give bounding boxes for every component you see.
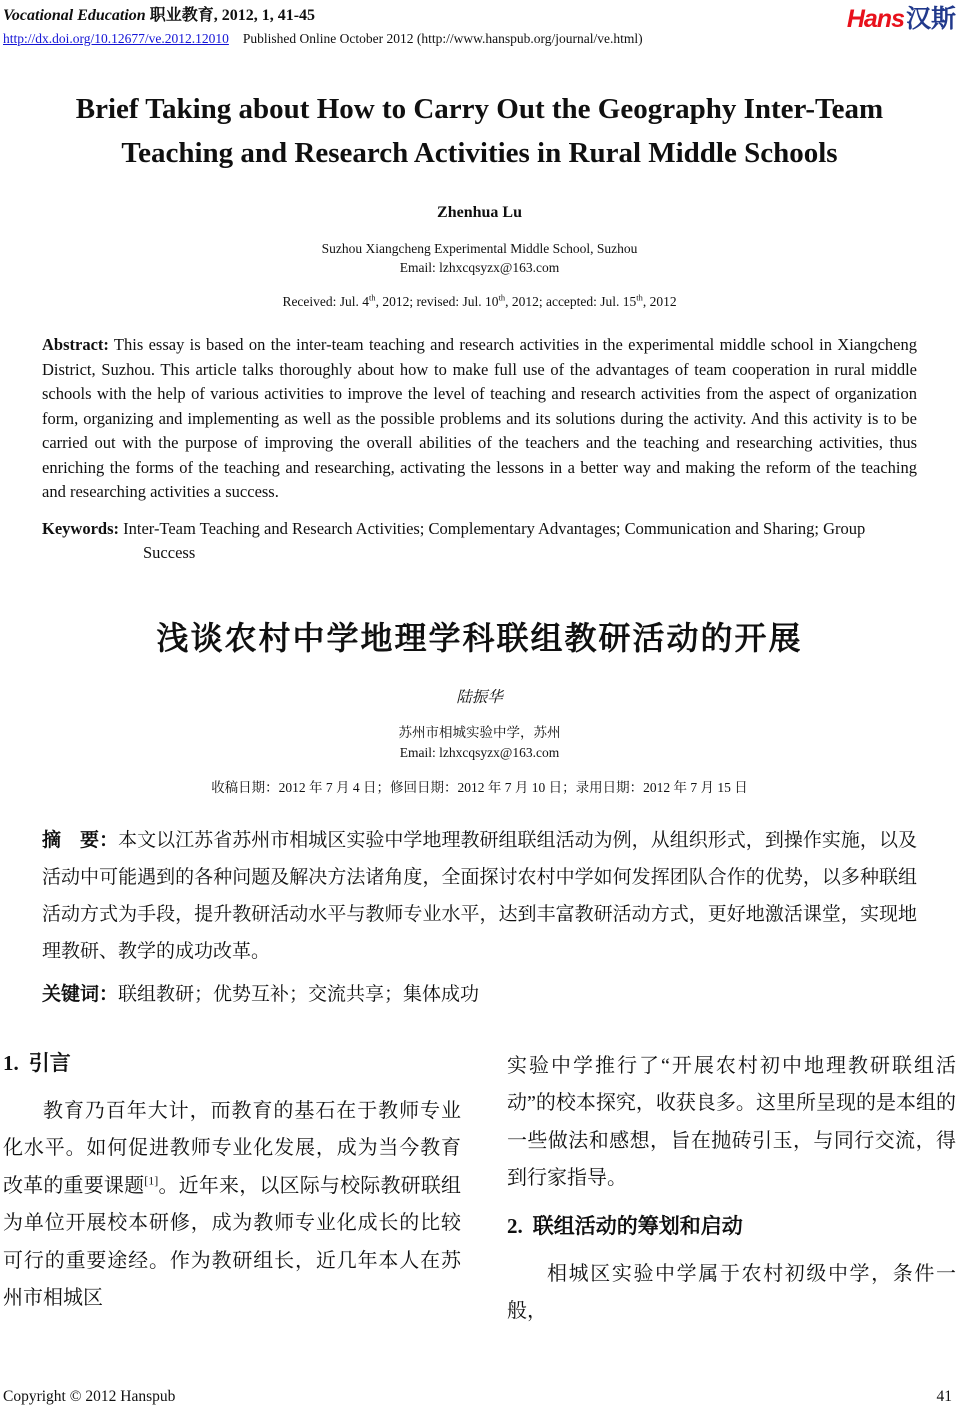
received-dates-english bbox=[3, 292, 956, 311]
keywords-chinese bbox=[42, 980, 917, 1010]
reference-1-marker: [1] bbox=[144, 1172, 159, 1187]
paper-title-english: Brief Taking about How to Carry Out the Geography Inter-Team Teaching and Research Activities in Rural Middle Schools bbox=[75, 93, 884, 169]
affiliation-line: Suzhou Xiangcheng Experimental Middle School, Suzhou bbox=[321, 241, 638, 256]
published-note: Published Online October 2012 (http://www.hanspub.org/journal/ve.html) bbox=[242, 31, 643, 46]
right-column bbox=[507, 1048, 956, 1331]
section-1-paragraph bbox=[3, 1093, 461, 1318]
affiliation-line-chinese: 苏州市相城实验中学，苏州 bbox=[398, 724, 561, 740]
affiliation-english bbox=[3, 239, 956, 277]
email-line-chinese: Email: lzhxcqsyzx@163.com bbox=[399, 744, 560, 760]
keywords-label-english: Keywords: bbox=[42, 518, 119, 538]
section-1-heading bbox=[3, 1048, 461, 1079]
doi-link[interactable]: http://dx.doi.org/10.12677/ve.2012.12010 bbox=[3, 31, 229, 46]
affiliation-chinese bbox=[3, 723, 956, 763]
journal-issue: 职业教育, 2012, 1, 41-45 bbox=[149, 7, 316, 24]
author-name-chinese: 陆振华 bbox=[456, 688, 503, 706]
abstract-label-english: Abstract: bbox=[42, 335, 109, 354]
section-1-number: 1. bbox=[3, 1050, 19, 1075]
journal-header bbox=[3, 5, 956, 49]
abstract-label-chinese: 摘 要： bbox=[42, 829, 119, 851]
section-1-title: 引言 bbox=[28, 1051, 71, 1075]
abstract-text-english: This essay is based on the inter-team teaching and research activities in the experimental middle school in Xiangcheng District, Suzhou. This article talks thoroughly about how to make full use of the advantages of team cooperation in rural middle schools with the help of various activities to improve the level of teaching and research activities from the aspect of organization form, organizing and implementing as well as the possible problems and its solutions during the activity. And this activity is to be carried out with the purpose of improving the overall abilities of the teachers and the teaching and researching activities, thus enriching the forms of the teaching and researching, activating the lessons in a better way and making the reform of the teaching and researching activities a success. bbox=[42, 335, 917, 501]
keywords-label-chinese: 关键词： bbox=[42, 983, 119, 1005]
ordinal-superscript: th bbox=[369, 293, 376, 303]
section-1-text-a: 教育乃百年大计，而教育的基石在于教师专业化水平。如何促进教师专业化发展，成为当今教育改革的重要课题 bbox=[3, 1099, 461, 1197]
keywords-text-english: Inter-Team Teaching and Research Activities; Complementary Advantages; Communication and Sharing; Group Success bbox=[119, 518, 866, 562]
doi-line bbox=[3, 28, 643, 49]
ordinal-superscript: th bbox=[636, 293, 643, 303]
abstract-text-chinese: 本文以江苏省苏州市相城区实验中学地理教研组联组活动为例，从组织形式，到操作实施，以及活动中可能遇到的各种问题及解决方法诸角度，全面探讨农村中学如何发挥团队合作的优势，以多种联组活动方式为手段，提升教研活动水平与教师专业水平，达到丰富教研活动方式，更好地激活课堂，实现地理教研、教学的成功改革。 bbox=[42, 829, 917, 962]
received-dates-chinese: 收稿日期：2012 年 7 月 4 日；修回日期：2012 年 7 月 10 日；录用日期：2012 年 7 月 15 日 bbox=[211, 779, 748, 795]
revised-text: , 2012; revised: Jul. 10 bbox=[375, 294, 499, 309]
section-2-number: 2. bbox=[507, 1213, 523, 1238]
abstract-english bbox=[42, 333, 917, 505]
page-footer bbox=[3, 1387, 952, 1406]
paper-title-chinese: 浅谈农村中学地理学科联组教研活动的开展 bbox=[156, 619, 803, 656]
email-line-english: Email: lzhxcqsyzx@163.com bbox=[399, 260, 560, 275]
hanspub-logo-latin: Hans bbox=[846, 5, 904, 33]
received-text: Received: Jul. 4 bbox=[282, 294, 370, 309]
hanspub-logo-chinese: 汉斯 bbox=[905, 5, 956, 33]
body-columns bbox=[3, 1048, 956, 1331]
author-name-english: Zhenhua Lu bbox=[437, 204, 522, 221]
year-text: , 2012 bbox=[642, 294, 677, 309]
section-1-text-b: 。近年来，以区际与校际教研联组为单位开展校本研修，成为教师专业化成长的比较可行的重要途经。作为教研组长，近几年本人在苏州市相城区 bbox=[3, 1174, 462, 1309]
page-number: 41 bbox=[936, 1388, 952, 1405]
section-1-paragraph-continued: 实验中学推行了“开展农村初中地理教研联组活动”的校本探究，收获良多。这里所呈现的是本组的一些做法和感想，旨在抛砖引玉，与同行交流，得到行家指导。 bbox=[507, 1054, 956, 1189]
left-column bbox=[3, 1048, 461, 1331]
abstract-chinese bbox=[42, 822, 917, 970]
accepted-text: , 2012; accepted: Jul. 15 bbox=[505, 294, 637, 309]
keywords-english bbox=[42, 517, 917, 566]
section-2-paragraph: 相城区实验中学属于农村初级中学，条件一般， bbox=[507, 1262, 956, 1322]
footer-copyright: Copyright © 2012 Hanspub bbox=[3, 1388, 176, 1405]
ordinal-superscript: th bbox=[498, 293, 506, 303]
section-2-title: 联组活动的筹划和启动 bbox=[532, 1214, 743, 1238]
journal-issue-line bbox=[3, 5, 643, 26]
section-2-heading bbox=[507, 1211, 956, 1242]
keywords-text-chinese: 联组教研；优势互补；交流共享；集体成功 bbox=[118, 983, 480, 1005]
journal-name: Vocational Education bbox=[3, 7, 146, 24]
hanspub-logo bbox=[847, 5, 956, 33]
journal-header-left bbox=[3, 5, 643, 49]
